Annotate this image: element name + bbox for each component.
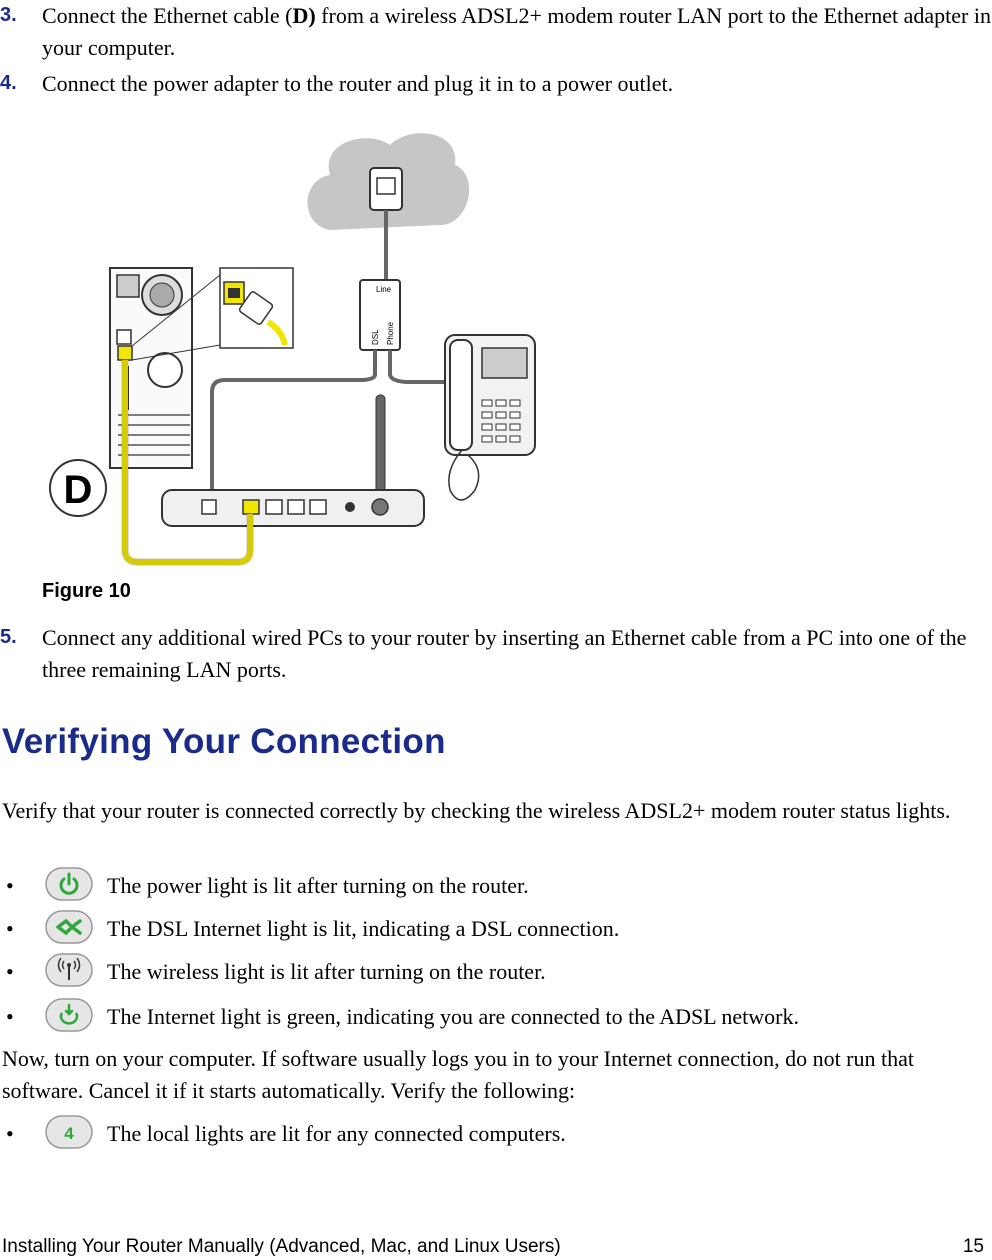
router-lan-port-2 — [266, 500, 282, 514]
dsl-light-icon — [44, 909, 94, 945]
power-light-icon — [44, 866, 94, 902]
callout-d-label: D — [63, 468, 93, 512]
splitter-dsl-label: DSL — [371, 329, 380, 345]
list-item-text: The DSL Internet light is lit, indicating a DSL connection. — [107, 916, 620, 941]
bullet: • — [6, 916, 14, 941]
splitter-phone-label: Phone — [386, 321, 395, 345]
connection-diagram — [40, 130, 540, 570]
list-item-text: The Internet light is green, indicating you are connected to the ADSL network. — [107, 1004, 799, 1029]
router-antenna — [376, 395, 385, 503]
step-number: 5. — [0, 626, 17, 648]
list-item-text: The local lights are lit for any connected computers. — [107, 1121, 566, 1146]
internet-light-icon — [44, 997, 94, 1033]
step-text: Connect the power adapter to the router and plug it in to a power outlet. — [42, 71, 674, 96]
pc-ethernet-port — [118, 346, 132, 360]
section-heading: Verifying Your Connection — [2, 722, 446, 761]
router-power-jack — [345, 502, 355, 512]
step-number: 4. — [0, 72, 17, 94]
lan-light-icon — [44, 1114, 94, 1150]
splitter-line-label: Line — [376, 285, 392, 294]
bullet: • — [6, 1121, 14, 1146]
router-lan-port-4 — [310, 500, 326, 514]
figure-caption: Figure 10 — [42, 580, 131, 602]
intro-paragraph: Verify that your router is connected correctly by checking the wireless ADSL2+ modem router status lights. — [2, 798, 951, 823]
page-number: 15 — [962, 1236, 984, 1257]
svg-text:4: 4 — [64, 1124, 74, 1143]
router-dsl-port — [202, 500, 216, 514]
list-item — [0, 956, 992, 992]
bullet: • — [6, 959, 14, 984]
footer-title: Installing Your Router Manually (Advanced, Mac, and Linux Users) — [2, 1236, 561, 1257]
bullet: • — [6, 873, 14, 898]
wireless-light-icon — [44, 952, 94, 988]
step-text: Connect the Ethernet cable (D) from a wireless ADSL2+ modem router LAN port to the Ethernet adapter in your computer. — [42, 3, 991, 60]
list-item-text: The wireless light is lit after turning on the router. — [107, 959, 546, 984]
bullet: • — [6, 1004, 14, 1029]
router-lan-port-1 — [243, 500, 259, 514]
step-text: Connect any additional wired PCs to your router by inserting an Ethernet cable from a PC into one of the three remaining LAN ports. — [42, 625, 967, 682]
followup-paragraph: Now, turn on your computer. If software usually logs you in to your Internet connection, do not run that software. Cancel it if it starts automatically. Verify the following: — [2, 1046, 915, 1103]
list-item — [0, 1001, 992, 1037]
list-item-text: The power light is lit after turning on the router. — [107, 873, 529, 898]
router-lan-port-3 — [288, 500, 304, 514]
list-item — [0, 913, 992, 949]
list-item — [0, 870, 992, 906]
list-item — [0, 1118, 992, 1154]
step-number: 3. — [0, 4, 17, 26]
